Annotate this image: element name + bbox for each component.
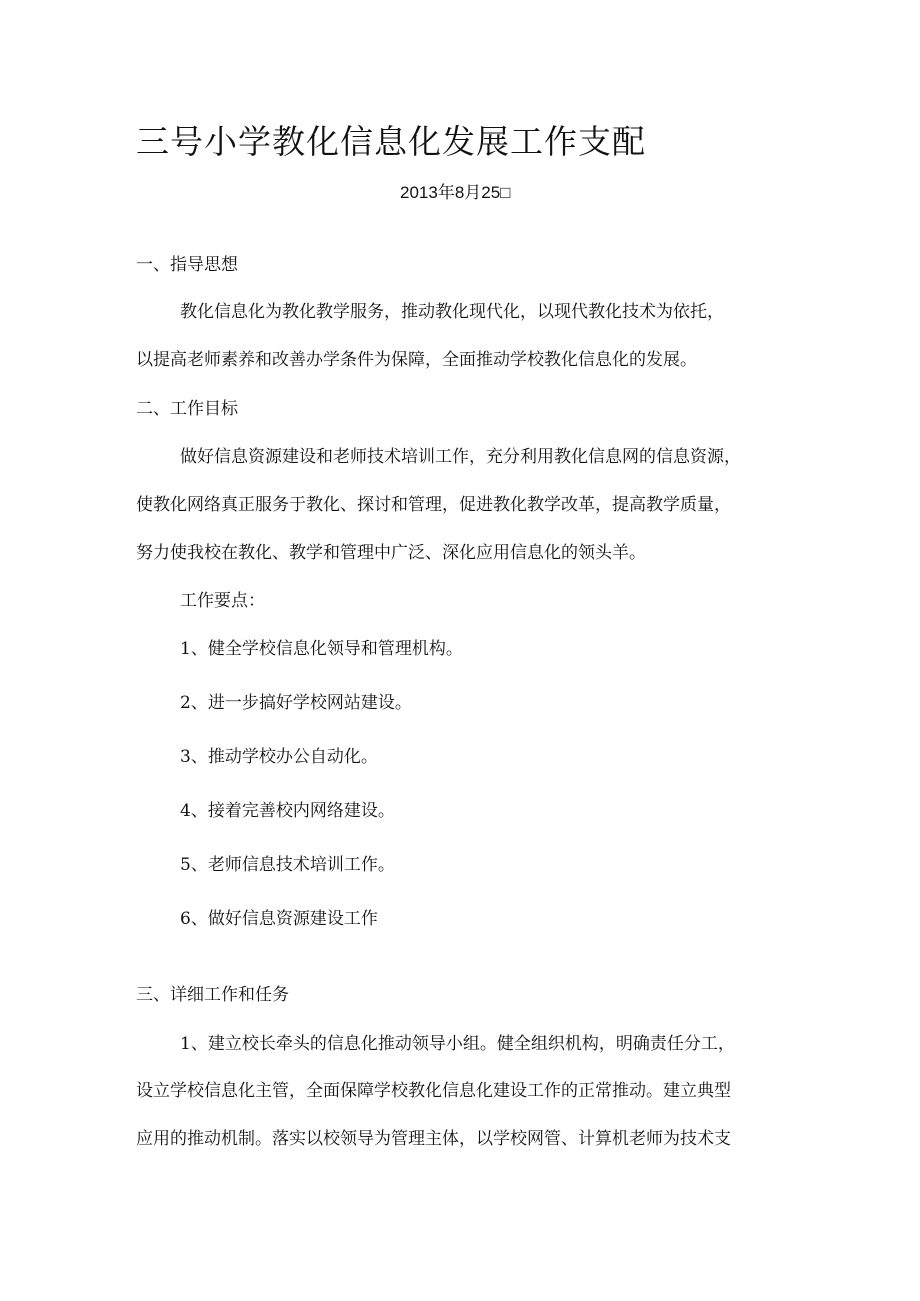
paragraph-line: 以提高老师素养和改善办学条件为保障，全面推动学校教化信息化的发展。 <box>136 350 697 370</box>
section-heading: 二、工作目标 <box>136 399 238 419</box>
list-item: 4、接着完善校内网络建设。 <box>180 801 395 821</box>
paragraph-line: 教化信息化为教化教学服务，推动教化现代化，以现代教化技术为依托， <box>180 302 724 322</box>
paragraph-line: 努力使我校在教化、教学和管理中广泛、深化应用信息化的领头羊。 <box>136 543 646 563</box>
paragraph-line: 应用的推动机制。落实以校领导为管理主体，以学校网管、计算机老师为技术支 <box>136 1129 731 1149</box>
paragraph-line: 做好信息资源建设和老师技术培训工作，充分利用教化信息网的信息资源， <box>180 447 741 467</box>
paragraph-line: 1、建立校长牵头的信息化推动领导小组。健全组织机构，明确责任分工， <box>180 1034 735 1054</box>
list-item: 5、老师信息技术培训工作。 <box>180 855 395 875</box>
document-date: 2013年8月25□ <box>400 183 511 202</box>
section-heading: 三、详细工作和任务 <box>136 985 289 1005</box>
section-heading: 一、指导思想 <box>136 255 238 275</box>
list-item: 3、推动学校办公自动化。 <box>180 747 378 767</box>
paragraph-line: 设立学校信息化主管，全面保障学校教化信息化建设工作的正常推动。建立典型 <box>136 1081 731 1101</box>
document-title: 三号小学教化信息化发展工作支配 <box>136 122 646 161</box>
list-item: 2、进一步搞好学校网站建设。 <box>180 693 412 713</box>
points-label: 工作要点： <box>180 591 265 611</box>
list-item: 1、健全学校信息化领导和管理机构。 <box>180 639 463 659</box>
list-item: 6、做好信息资源建设工作 <box>180 909 378 929</box>
paragraph-line: 使教化网络真正服务于教化、探讨和管理，促进教化教学改革，提高教学质量， <box>136 495 731 515</box>
